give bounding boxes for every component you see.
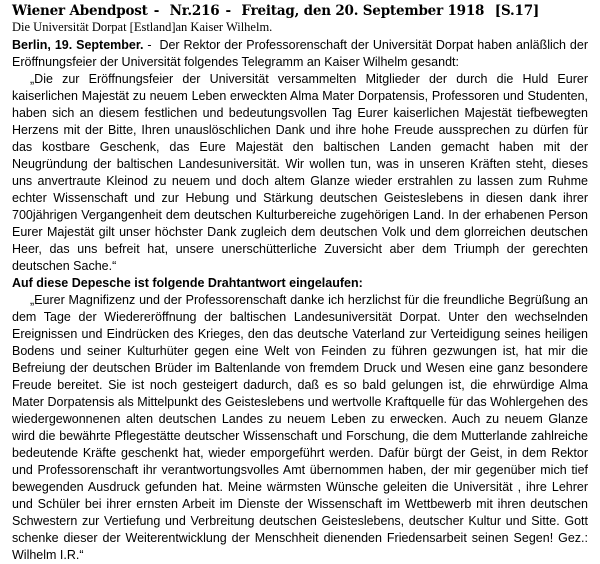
article-subtitle: Die Universität Dorpat [Estland]an Kaiser Wilhelm. [12,20,273,34]
page-number: [S.17] [494,3,540,19]
reply-heading: Auf diese Depesche ist folgende Drahtantwort eingelaufen: [12,276,363,290]
issue-number: Nr.216 [169,3,220,19]
dateline: Berlin, 19. September. [12,38,144,52]
telegram-text: „Die zur Eröffnungsfeier der Universität versammelten Mitglieder der durch die Huld Eurer kaiserlichen Majestät zu neuem Leben erweckten Alma Mater Dorpatensis, Professoren und Studenten, haben sich an diesem festlichen und bedeutungsvollen Tag Eurer kaiserlichen Majestät tiefbewegten Herzens mit der Bitte, Ihren unauslöschlichen Dank und ihre hohe Freude aussprechen zu dürfen für das kostbare Geschenk, das Eure Majestät den baltischen Landen gemacht haben mit der Neugründung der baltischen Landesuniversität. Wir wollen tun, was in unseren Kräften steht, dieses uns anvertraute Kleinod zu neuem und doch altem Glanze wieder erstrahlen zu lassen zum Ruhme echter Wissenschaft und zur Hebung und Stärkung deutschen Geisteslebens in diesen dank ihrer 700jährigen Vergangenheit dem deutschen Kulturbereiche zugehörigen Land. In der erhabenen Person Eurer Majestät gilt unser höchster Dank zugleich dem deutschen Volk und dem glorreichen deutschen Heer, das uns befreit hat, unsere unerschütterliche Zuversicht aber dem Triumph der gerechten deutschen Sache.“ [12,72,588,273]
newspaper-name: Wiener Abendpost [12,3,148,19]
reply-text: „Eurer Magnifizenz und der Professorenschaft danke ich herzlichst für die freundliche Begrüßung an dem Tage der Wiedereröffnung der baltischen Landesuniversität Dorpat. Unter den wechselnden Ereignissen und Eindrücken des Krieges, den das deutsche Vaterland zur Verteidigung seines heiligen Bodens und seiner Kulturhüter gegen eine Welt von Feinden zu führen gezwungen ist, hat mir die Befreiung der deutschen Brüder im Baltenlande von fremdem Druck und Wesen eine ganz besondere Freude bereitet. Sie ist noch gesteigert dadurch, daß es so bald gelungen ist, die ehrwürdige Alma Mater Dorpatensis als Mittelpunkt des Geisteslebens und wertvolle Kraftquelle für das Wohlergehen des wiedergewonnenen alten deutschen Landes zu neuem Leben zu erwecken. Auch zu neuem Glanze wird die bewährte Pflegestätte deutscher Wissenschaft und Forschung, die dem Mutterlande zahlreiche bedeutende Kräfte geschenkt hat, wieder emporgeführt werden. Dafür bürgt der Geist, in dem Rektor und Professorenschaft ihr verantwortungsvolles Amt übernommen haben, der mir gegenüber mich tief bewegenden Ausdruck gefunden hat. Meine wärmsten Wünsche geleiten die Universität , ihre Lehrer und Schüler bei ihrer ernsten Arbeit im Dienste der Wissenschaft im Wettbewerb mit ihren deutschen Schwestern zur Vertiefung und Verbreitung deutschen Geisteslebens, deutscher Kultur und Sitte. Gott schenke dieser der Weiterentwicklung der Menschheit dienenden Friedensarbeit seinen Segen! Gez.: Wilhelm I.R.“ [12,293,588,562]
intro-text: Der Rektor der Professorenschaft der Universität Dorpat haben anläßlich der Eröffnungsfeier der Universität folgendes Telegramm an Kaiser Wilhelm gesandt: [12,38,588,69]
article-intro: Berlin, 19. September. - Der Rektor der Professorenschaft der Universität Dorpat haben anläßlich der Eröffnungsfeier der Universität folgendes Telegramm an Kaiser Wilhelm gesandt: [12,38,588,69]
masthead: Wiener Abendpost - Nr.216 - Freitag, den 20. September 1918 [S.17] [12,3,540,19]
issue-date: Freitag, den 20. September 1918 [241,3,485,19]
